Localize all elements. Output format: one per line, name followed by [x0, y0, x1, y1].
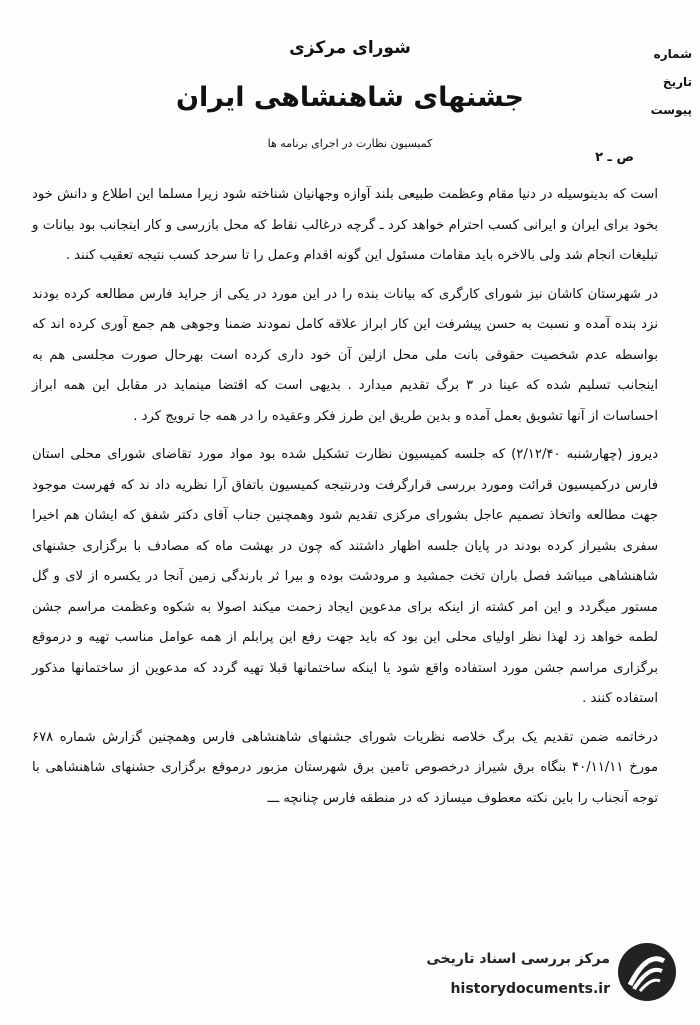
number-label: شماره	[653, 47, 692, 61]
letterhead	[0, 0, 700, 170]
celebrations-title: جشنهای شاهنشاهی ایران	[175, 82, 525, 113]
paragraph-2: در شهرستان کاشان نیز شورای کارگری که بیانات بنده را در این مورد در یکی از جراید فارس مطالعه کرده بودند نزد بنده آمده و نسبت به حسن پیشرفت این کار ابراز علاقه کامل نمودند ضمنا وجوهی هم جمع آوری کرده اند که بواسطه عدم شخصیت حقوقی بانت ملی محل ازلین آن خود داری کرده است بهرحال صورت مجلسی هم به اینجانب تسلیم شده که عینا در ۳ برگ تقدیم میدارد . بدیهی است که اقتضا مینماید در مقابل این همه ابراز احساسات از آنها تشویق بعمل آمده و بدین طریق این طرز فکر وعقیده را در همه جا ترویج کرد .	[32, 286, 658, 424]
letter-meta	[648, 40, 692, 124]
council-title: شورای مرکزی	[289, 38, 411, 58]
attachment-label: پیوست	[650, 103, 692, 117]
paragraph-3: دیروز (چهارشنبه ۲/۱۲/۴۰) که جلسه کمیسیون نظارت تشکیل شده بود مواد مورد تقاضای شورای محلی استان فارس درکمیسیون قرائت ومورد بررسی قرارگرفت ودرنتیجه کمیسیون باتفاق آرا نظریه داد ند که فهرست موجود جهت مطالعه واتخاذ تصمیم عاجل بشورای مرکزی تقدیم شود وهمچنین جناب آقای دکتر شفق که ایشان هم اخیرا سفری بشیراز کرده بودند در پایان جلسه اظهار داشتند که چون در بهشت ماه که مصادف با برگزاری جشنهای شاهنشاهی میباشد فصل باران تخت جمشید و مرودشت بوده و بیرا ثر بارندگی زمین آنجا در یکسره از لای و گل مستور میگردد و این امر کشته از اینکه برای مدعوین ایجاد زحمت میکند اصولا به شکوه وعظمت مراسم جشن لطمه خواهد زد لهذا نظر اولیای محلی این بود که باید جهت رفع این پرابلم از همه عوامل مناسب تهیه و درموقع برگزاری مراسم جشن مورد استفاده واقع شود یا اینکه ساختمانها قبلا تهیه گردد که مدعوین از ساختمانها مذکور استفاده کنند .	[32, 447, 658, 706]
archive-name: مرکز بررسی اسناد تاریخی	[426, 951, 610, 967]
paragraph-1: است که بدینوسیله در دنیا مقام وعظمت طبیعی بلند آوازه وجهانیان شناخته شود زیرا مسلما این اطلاع و دانش خود بخود برای ایران و ایرانی کسب احترام خواهد کرد ـ گرچه درغالب نقاط که محل بازرسی و کار اینجانب بود بیانات و تبلیغات انجام شد ولی بالاخره باید مقامات مسئول این گونه اقدام وعمل را تا سرحد کسب نتیجه تعقیب کنند .	[32, 187, 658, 263]
date-label: تاریخ	[662, 75, 692, 89]
archive-logo-icon	[616, 941, 678, 1003]
archive-watermark	[418, 937, 678, 1017]
commission-subtitle: کمیسیون نظارت در اجرای برنامه ها	[267, 137, 433, 150]
page-number: ص ـ ۲	[595, 150, 634, 165]
archive-url: historydocuments.ir	[450, 981, 610, 997]
paragraph-4: درخاتمه ضمن تقدیم یک برگ خلاصه نظریات شورای جشنهای شاهنشاهی فارس وهمچنین گزارش شماره ۶۷۸ مورخ ۴۰/۱۱/۱۱ بنگاه برق شیراز درخصوص تامین برق شهرستان مزبور درموقع برگزاری جشنهای شاهنشاهی با توجه آنجناب را باین نکته معطوف میسازد که در منطقه فارس چنانچه ـــ	[32, 729, 659, 806]
letter-body	[32, 180, 658, 822]
